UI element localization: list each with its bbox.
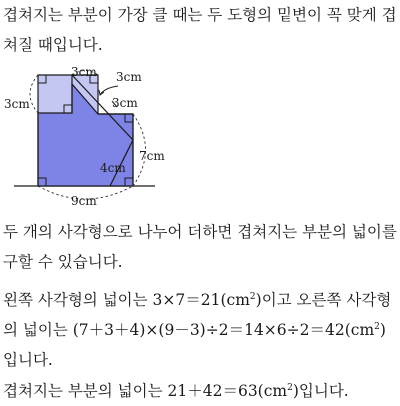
left-area-text: 왼쪽 사각형의 넓이는 3×7＝21(cm <box>3 291 250 309</box>
method-text: 두 개의 사각형으로 나누어 더하면 겹쳐지는 부분의 넓이를 구할 수 있습니다. <box>3 223 397 271</box>
label-bottom-9cm: 9cm <box>71 194 97 208</box>
left-light-region <box>38 75 72 113</box>
right-area-text: )이고 오른쪽 사각형의 넓이는 (7＋3＋4)×(9－3)÷2＝14×6÷2＝42(cm <box>3 291 392 339</box>
answer-text: 겹쳐지는 부분의 넓이는 21＋42＝63(cm <box>3 382 288 400</box>
intro-text: 겹쳐지는 부분이 가장 클 때는 두 도형의 밑변이 꼭 맞게 겹쳐질 때입니다. <box>3 6 397 54</box>
area-end-text: )입니다. <box>3 321 386 369</box>
answer-end-text: )입니다. <box>292 382 349 400</box>
label-right-3cm: 3cm <box>116 70 142 84</box>
label-left-3cm: 3cm <box>4 97 30 111</box>
answer-paragraph <box>3 376 397 406</box>
label-slant-4cm: 4cm <box>100 161 126 175</box>
label-inner-3cm: 3cm <box>112 96 138 110</box>
superscript-2: 2 <box>374 322 380 332</box>
overlap-figure <box>0 60 400 210</box>
method-paragraph <box>3 217 397 277</box>
superscript-2: 2 <box>287 383 293 393</box>
label-right-7cm: 7cm <box>139 149 165 163</box>
area-calculation-paragraph <box>3 285 397 375</box>
intro-paragraph <box>3 0 397 60</box>
superscript-2: 2 <box>249 292 256 302</box>
label-top-3cm: 3cm <box>71 65 97 79</box>
